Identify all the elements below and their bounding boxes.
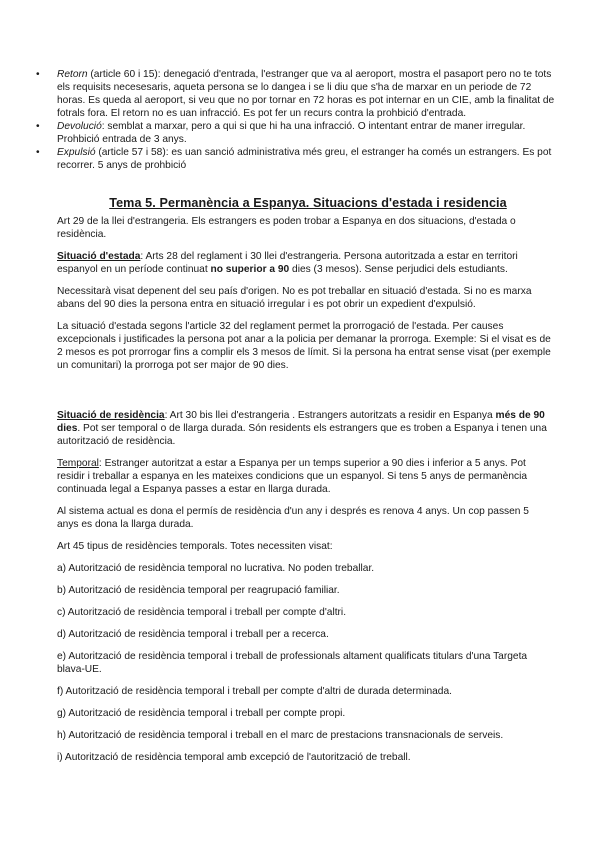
term-expulsio: Expulsió — [57, 147, 96, 158]
bullet-icon: • — [36, 121, 40, 132]
residencia-paragraph — [57, 409, 551, 448]
definition-devolucio: : semblat a marxar, pero a qui si que hi ha una infracció. O intentant entrar de maner irregular. Prohbició entrada de 3 anys. — [57, 121, 526, 145]
list-item-devolucio — [36, 120, 556, 146]
prorroga-paragraph: La situació d'estada segons l'article 32 del reglament permet la prorrogació de l'estada. Per causes excepcionals i justificades la persona pot anar a la policia per demanar la prorroga. Exemple: Si el visat es de 2 mesos es pot prorrogar fins a complir els 3 mesos de límit. Si la persona ha entrat sense visat (per exemple un comunitari) la prorroga pot ser major de 90 dies. — [57, 321, 551, 371]
visat-paragraph: Necessitarà visat depenent del seu país d'origen. No es pot treballar en situació d'estada. Si no es marxa abans del 90 dies la persona entra en situació irregular i es pot obrir un expedient d'expulsió. — [57, 286, 532, 310]
list-item: b) Autorització de residència temporal per reagrupació familiar. — [57, 585, 340, 596]
list-item-expulsio — [36, 146, 556, 172]
residencia-limit: més de 90 dies — [57, 410, 545, 434]
temporal-text: : Estranger autoritzat a estar a Espanya per un temps superior a 90 dies i inferior a 5 anys. Pot residir i treballar a espanya en les mateixes condicions que un espanyol. Si tens 5 anys de permanència continuada legal a Espanya passes a estar en llarga durada. — [57, 458, 528, 495]
residencia-label: Situació de residència — [57, 410, 165, 421]
list-item: i) Autorització de residència temporal amb excepció de l'autorització de treball. — [57, 752, 411, 763]
estada-paragraph — [57, 250, 551, 276]
art45-paragraph: Art 45 tipus de residències temporals. Totes necessiten visat: — [57, 541, 333, 552]
residencia-text-end: . Pot ser temporal o de llarga durada. Són residents els estrangers que es troben a Espanya i tenen una autorització de residència. — [57, 423, 547, 447]
list-item: e) Autorització de residència temporal i treball de professionals altament qualificats titulars d'una Targeta blava-UE. — [57, 651, 528, 675]
term-retorn: Retorn — [57, 69, 88, 80]
definition-list — [36, 68, 556, 172]
list-item: f) Autorització de residència temporal i treball per compte d'altri de durada determinada. — [57, 686, 452, 697]
list-item: d) Autorització de residència temporal i treball per a recerca. — [57, 629, 329, 640]
list-item: g) Autorització de residència temporal i treball per compte propi. — [57, 708, 346, 719]
section-title: Tema 5. Permanència a Espanya. Situacions d'estada i residencia — [109, 196, 507, 210]
list-item: a) Autorització de residència temporal no lucrativa. No poden treballar. — [57, 563, 375, 574]
estada-limit: no superior a 90 — [210, 264, 290, 275]
bullet-icon: • — [36, 69, 40, 80]
sistema-paragraph: Al sistema actual es dona el permís de residència d'un any i després es renova 4 anys. Un cop passen 5 anys es dona la llarga durada. — [57, 506, 529, 530]
term-devolucio: Devolució — [57, 121, 102, 132]
list-item: c) Autorització de residència temporal i treball per compte d'altri. — [57, 607, 347, 618]
definition-expulsio: (article 57 i 58): es uan sanció administrativa més greu, el estranger ha comés un estrangers. Es pot recorrer. 5 anys de prohbició — [57, 147, 552, 171]
bullet-icon: • — [36, 147, 40, 158]
estada-text-end: dies (3 mesos). Sense perjudici dels estudiants. — [289, 264, 508, 275]
intro-paragraph: Art 29 de la llei d'estrangeria. Els estrangers es poden trobar a Espanya en dos situacions, d'estada o residència. — [57, 216, 516, 240]
residencia-text: : Art 30 bis llei d'estrangeria . Estrangers autoritzats a residir en Espanya — [164, 410, 496, 421]
residence-types-list — [57, 562, 551, 764]
estada-label: Situació d'estada — [57, 251, 141, 262]
section-body — [57, 215, 551, 381]
list-item: h) Autorització de residència temporal i treball en el marc de prestacions transnacionals de serveis. — [57, 730, 504, 741]
estada-text: : Arts 28 del reglament i 30 llei d'estrangeria. Persona autoritzada a estar en territori espanyol en un període continuat — [57, 251, 518, 275]
list-item-retorn — [36, 68, 556, 120]
temporal-label: Temporal — [57, 458, 99, 469]
definition-retorn: (article 60 i 15): denegació d'entrada, l'estranger que va al aeroport, mostra el pasaport pero no te tots els requisits necesesaris, aqueta persona se lo dangea i se li diu que s'ha de marxar en un periode de 72 horas. Es queda al aeroport, si veu que no por tornar en 72 horas es pot internar en un CIE, amb la finalitat de fotrals fora. El retorn no es uan infracció. Es pot fer un recurs contra la prohbició d'entrada. — [57, 69, 555, 119]
temporal-paragraph — [57, 457, 551, 496]
residence-section — [57, 409, 551, 773]
